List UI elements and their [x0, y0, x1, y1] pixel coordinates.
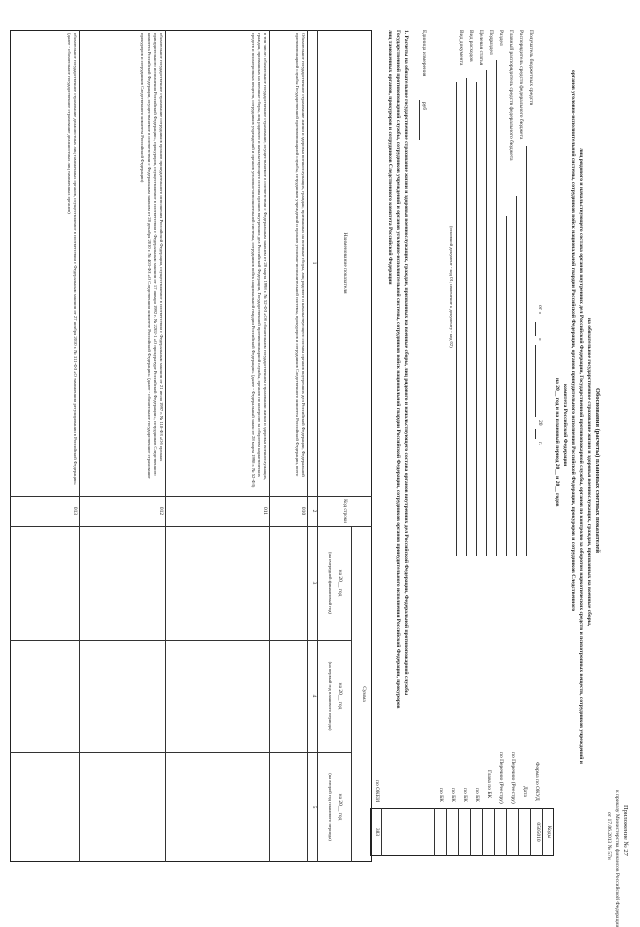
codes-header: Коды [546, 825, 552, 839]
column-number-3: 3 [311, 581, 317, 585]
document-type-caption: (основной документ - код 01; изменение к документу - код 02) [449, 226, 454, 348]
table-row [166, 30, 269, 496]
appendix-ministry: к приказу Министерства финансов Российской Федерации [614, 790, 620, 927]
column-code-header: Код строки [342, 499, 347, 523]
title-line-5: комитета Российской Федерации [562, 384, 568, 467]
unit-value: руб [421, 102, 427, 111]
year2-subheader: (на первый год планового периода) [328, 661, 333, 731]
date-close: » [537, 338, 543, 341]
date-label: Дата [522, 786, 528, 797]
target-article-label: Целевая статья [478, 30, 484, 66]
year2-header: на 20__ год [337, 682, 343, 710]
registry-label: по Перечню (Реестру) [510, 752, 516, 804]
row-code: 013 [72, 506, 78, 516]
table-row [10, 30, 79, 496]
okei-code: 383 [374, 827, 380, 837]
title-line-4: органов уголовно-исполнительной системы, сотрудников войск национальной гвардии Российской Федерации, органов принудительного исполнения Российской Федерации, прокуроров и сотрудников Следственного [570, 70, 576, 612]
document-title: Обоснования (расчеты) плановых сметных показателей [594, 388, 601, 553]
section-label: Раздел [498, 30, 504, 46]
appendix-number: Приложение № 27 [622, 805, 629, 856]
date-year-prefix: 20 [537, 420, 543, 426]
registry-label-2: по Перечню (Реестру) [498, 752, 504, 804]
bk-label-3: по БК [450, 788, 456, 802]
date-from: от « [537, 305, 543, 315]
section-heading-1: 1. Расчеты на обязательное государственное страхование жизни и здоровья военнослужащих, граждан, призванных на военные сборы, лиц рядового и начальствующего состава органов внутренних дел Российской Федерации, Федеральной противопожарной службы [403, 30, 409, 696]
expense-type-label: Вид расходов [468, 30, 474, 62]
bk-label-1: по БК [474, 788, 480, 802]
chief-manager-label: Главный распорядитель средств федерального бюджета [508, 30, 514, 161]
row-name: обязательное государственное страхование сотрудников органов принудительного исполнения Российской Федерации, осуществляемое в соответствии с Федеральным законом от 21 июля 1997 г. № 118-ФЗ «Об органах принудительного исполнения Российской Федерации», прокуроров, осуществляемое в соответствии с Федеральным законом от 17 января 1992 г. № 2202-1 «О прокуратуре Российской Федерации», сотрудников Следственного комитета Российской Федерации, осуществляемое в соответствии с Федеральным законом от 28 декабря 2010 г. № 403-ФЗ «О Следственном комитете Российской Федерации» (далее - обязательное государственное страхование прокуроров и сотрудников Следственного комитета Российской Федерации) [140, 33, 164, 479]
year3-header: на 20__ год [337, 793, 343, 821]
column-number-2: 2 [311, 509, 317, 513]
column-number-4: 4 [311, 694, 317, 698]
row-name: обязательное государственное страхование должностных лиц таможенных органов, осуществляемое в соответствии с Федеральным законом от 27 ноября 2010 г. № 311-ФЗ «О таможенном регулировании в Российской Федерации» (далее - обязательное государственное страхование должностных лиц таможенных органов) [66, 33, 78, 485]
table-row [80, 30, 165, 496]
subsection-label: Подраздел [488, 30, 494, 55]
year3-subheader: (на второй год планового периода) [328, 773, 333, 841]
appendix-order: от 17.06.2013 № 57н [606, 812, 612, 860]
row-name: в том числе: обязательное государственное страхование, осуществляемое в соответствии с Федеральным законом от 28 марта 1998 г. № 52-ФЗ «Об обязательном государственном страховании жизни и здоровья военнослужащих, граждан, призванных на военные сборы, лиц рядового и начальствующего состава органов внутренних дел Российской Федерации, Государственной противопожарной службы, органов по контролю за оборотом наркотических средств и психотропных веществ, сотрудников учреждений и органов уголовно-исполнительной системы, сотрудников войск национальной гвардии Российской Федерации» (далее - Федеральный закон от 28 марта 1998 г. № 52-ФЗ) [250, 33, 268, 488]
title-line-2: на обязательное государственное страхование жизни и здоровья военнослужащих, граждан, призванных на военные сборы, [586, 318, 592, 627]
date-year-suffix: г. [537, 442, 543, 446]
recipient-label: Получатель бюджетных средств [528, 30, 534, 106]
okud-label: Форма по ОКУД [534, 762, 540, 801]
title-line-3: лиц рядового и начальствующего состава органов внутренних дел Российской Федерации, Государственной противопожарной службы, органов по контролю за оборотом наркотических средств и психотропных веществ, сотрудников учреждений и [578, 148, 584, 764]
manager-label: Распорядитель средств федерального бюджета [518, 30, 524, 140]
year1-subheader: (на очередной финансовый год) [328, 551, 333, 615]
section-heading-3: лиц таможенных органов, прокуроров и сотрудников Следственного комитета Российской Федерации [387, 30, 393, 285]
bk-label-4: по БК [438, 788, 444, 802]
title-period: на 20__ год и на плановый период 20__ и 20__ годов [554, 378, 560, 507]
row-code: 012 [158, 506, 164, 516]
bk-label-2: по БК [462, 788, 468, 802]
document-type-label: Вид документа [458, 30, 464, 66]
year1-header: на 20__ год [337, 569, 343, 597]
row-code: 011 [262, 506, 268, 516]
column-name-header: Наименование показателя [342, 232, 348, 294]
okud-code: 0505010 [535, 822, 541, 842]
unit-label: Единица измерения [421, 30, 427, 77]
okei-label: по ОКЕИ [374, 780, 380, 803]
glava-label: Глава по БК [486, 770, 492, 799]
column-number-5: 5 [311, 805, 317, 809]
row-code: 010 [300, 506, 306, 516]
row-name: Обязательное государственное страхование жизни и здоровья военнослужащих, граждан, призванных на военные сборы, лиц рядового и начальствующего состава органов внутренних дел Российской Федерации, Федеральной противопожарной службы Государственной противопожарной службы, сотрудников учреждений и органов уголовно-исполнительной системы, прокуроров и сотрудников Следственного комитета Российской Федерации, всего [294, 33, 306, 477]
codes-box [370, 808, 554, 856]
table-row [270, 30, 307, 496]
section-heading-2: Государственной противопожарной службы, сотрудников учреждений и органов уголовно-исполнительной системы, сотрудников войск национальной гвардии Российской Федерации, сотрудников органов принудительного исполнения Российской Федерации, прокуроров [395, 30, 401, 709]
sum-header: Сумма [361, 686, 367, 702]
column-number-1: 1 [311, 261, 317, 265]
